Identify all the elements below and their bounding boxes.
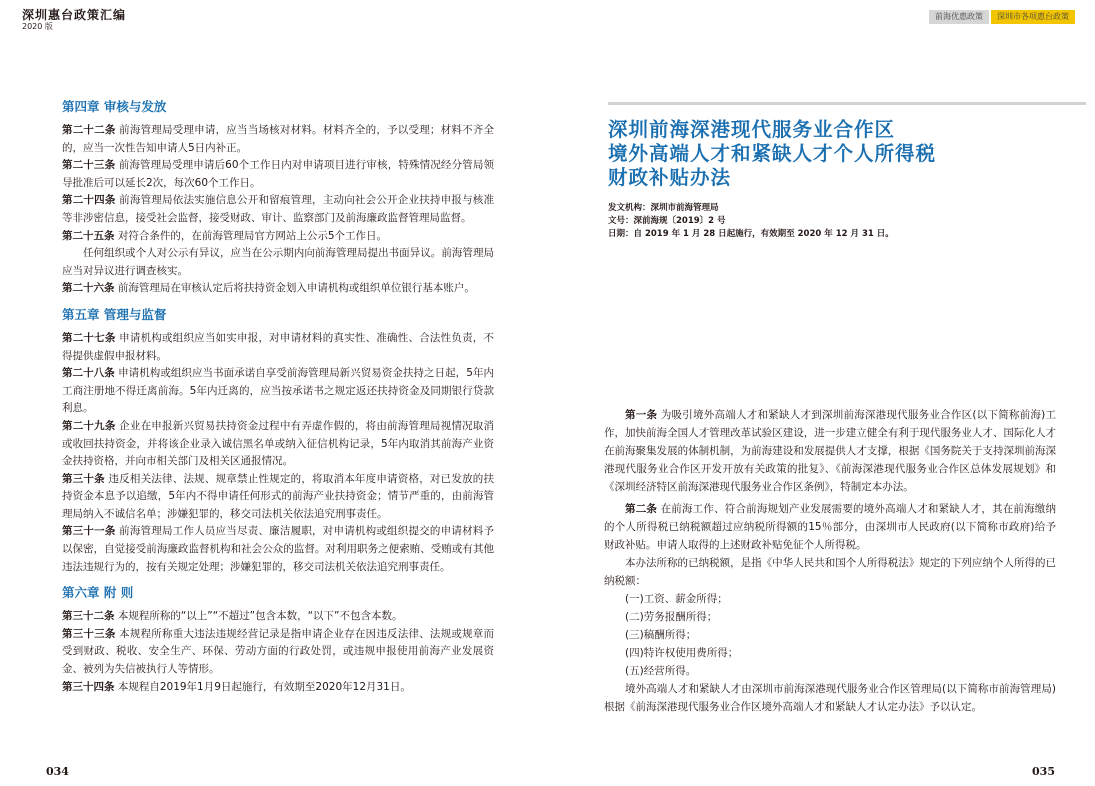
article-text: 前海管理局依法实施信息公开和留痕管理，主动向社会公开企业扶持申报与核准等非涉密信息，接受社会监督，接受财政、审计、监察部门及前海廉政监督管理局监督。 (62, 194, 495, 224)
article-text: 为吸引境外高端人才和紧缺人才到深圳前海深港现代服务业合作区(以下简称前海)工作，加快前海全国人才管理改革试验区建设，进一步建立健全有利于现代服务业人才、国际化人才在前海聚集发展的体制机制，为前海建设和发展提供人才支撑，根据《国务院关于支持深圳前海深港现代服务业合作区开发开放有关政策的批复》、《前海深港现代服务业合作区总体发展规划》和《深圳经济特区前海深港现代服务业合作区条例》，特制定本办法。 (604, 409, 1057, 493)
article-label: 第二十二条 (62, 124, 116, 136)
article-31 (62, 523, 494, 576)
article-text: 前海管理局在审核认定后将扶持资金划入申请机构或组织单位银行基本账户。 (114, 282, 475, 295)
header-tags (929, 10, 1075, 24)
article-25-para-2: 任何组织或个人对公示有异议，应当在公示期内向前海管理局提出书面异议。前海管理局应当对异议进行调查核实。 (62, 247, 494, 277)
title-line-2: 境外高端人才和紧缺人才个人所得税 (608, 142, 937, 165)
article-text: 对符合条件的，在前海管理局官方网站上公示5个工作日。 (114, 229, 388, 242)
article-label: 第一条 (625, 409, 658, 421)
income-item: (二)劳务报酬所得； (625, 611, 718, 623)
article-label: 第二十三条 (62, 159, 116, 172)
article-text: 前海管理局受理申请，应当当场核对材料。材料齐全的，予以受理；材料不齐全的，应当一次性告知申请人5日内补正。 (62, 124, 495, 154)
article-26 (62, 280, 494, 298)
book-title: 深圳惠台政策汇编 (22, 8, 127, 22)
tag-shenzhen-policies: 深圳市各项惠台政策 (991, 10, 1075, 24)
article-text: 在前海工作、符合前海规划产业发展需要的境外高端人才和紧缺人才，其在前海缴纳的个人所得税已纳税额超过应纳税所得额的15％部分，由深圳市人民政府(以下简称市政府)给予财政补贴。申请人取得的上述财政补贴免征个人所得税。 (604, 503, 1056, 551)
document-meta (608, 202, 894, 241)
chapter-5-heading: 第五章 管理与监督 (62, 306, 167, 322)
article-text: 违反相关法律、法规、规章禁止性规定的，将取消本年度申请资格，对已发放的扶持资金本息予以追缴，5年内不得申请任何形式的前海产业扶持资金；情节严重的，由前海管理局纳入不诚信名单；涉嫌犯罪的，移交司法机关依法追究刑事责任。 (62, 472, 495, 520)
article-text: 本规程自2019年1月9日起施行，有效期至2020年12月31日。 (114, 680, 411, 693)
chapter-6-heading: 第六章 附 则 (62, 585, 134, 601)
article-25 (62, 228, 494, 246)
title-line-3: 财政补贴办法 (608, 166, 732, 189)
article-label: 第三十条 (62, 472, 105, 485)
page-number-left: 034 (46, 765, 69, 778)
article-label: 第二十六条 (62, 282, 115, 295)
left-body-text (62, 98, 494, 696)
book-edition: 2020 版 (22, 22, 53, 31)
article-32 (62, 608, 494, 626)
tag-qianhai-policy: 前海优惠政策 (929, 10, 989, 24)
article-2 (604, 500, 1056, 554)
chapter-4-heading: 第四章 审核与发放 (62, 99, 167, 114)
article-22 (62, 122, 494, 157)
article-label: 第三十一条 (62, 525, 116, 538)
title-divider (608, 102, 1086, 105)
meta-issuer: 发文机构：深圳市前海管理局 (608, 203, 719, 213)
right-body-text (604, 406, 1056, 716)
document-title (608, 118, 936, 190)
article-label: 第二十九条 (62, 419, 116, 432)
article-label: 第二十四条 (62, 194, 116, 207)
article-text: 前海管理局工作人员应当尽责、廉洁履职，对申请机构或组织提交的申请材料予以保密，自觉接受前海廉政监督机构和社会公众的监督。对利用职务之便索贿、受贿或有其他违法违规行为的，按有关规定处理；涉嫌犯罪的，移交司法机关依法追究刑事责任。 (62, 525, 495, 573)
article-label: 第二十七条 (62, 331, 116, 344)
article-1 (604, 406, 1056, 496)
article-label: 第三十三条 (62, 627, 116, 640)
article-text: 前海管理局受理申请后60个工作日内对申请项目进行审核，特殊情况经分管局领导批准后可以延长2次，每次60个工作日。 (62, 159, 495, 189)
article-33 (62, 626, 494, 679)
income-item: (一)工资、薪金所得； (625, 593, 728, 605)
article-28 (62, 365, 494, 418)
article-34 (62, 679, 494, 697)
page-number-right: 035 (1032, 765, 1055, 778)
article-text: 申请机构或组织应当书面承诺自享受前海管理局新兴贸易资金扶持之日起，5年内工商注册地不得迁离前海。5年内迁离的，应当按承诺书之规定返还扶持资金及同期银行贷款利息。 (62, 367, 494, 415)
meta-doc-number: 文号：深前海规〔2019〕2 号 (608, 216, 726, 226)
income-item: (四)特许权使用费所得； (625, 647, 739, 659)
article-29 (62, 418, 494, 471)
article-2-para-2: 本办法所称的已纳税额，是指《中华人民共和国个人所得税法》规定的下列应纳个人所得的已纳税额： (604, 557, 1056, 587)
right-page (548, 0, 1095, 786)
running-head (22, 8, 126, 32)
article-text: 企业在申报新兴贸易扶持资金过程中有弄虚作假的，将由前海管理局视情况取消或收回扶持资金，并将该企业录入诚信黑名单或纳入征信机构记录，5年内取消其前海产业资金扶持资格，并向市相关部门及相关区通报情况。 (62, 419, 495, 468)
income-item: (五)经营所得。 (625, 665, 697, 677)
article-label: 第二十五条 (62, 229, 115, 242)
article-text: 本规程所称重大违法违规经营记录是指申请企业存在因违反法律、法规或规章而受到财政、税收、安全生产、环保、劳动方面的行政处罚，或违规申报使用前海产业发展资金、被列为失信被执行人等情形。 (62, 627, 495, 676)
article-label: 第二十八条 (62, 367, 115, 380)
meta-date: 日期：自 2019 年 1 月 28 日起施行，有效期至 2020 年 12 月 31 日。 (608, 229, 894, 239)
article-text: 申请机构或组织应当如实申报，对申请材料的真实性、准确性、合法性负责，不得提供虚假申报材料。 (62, 331, 495, 362)
article-23 (62, 157, 494, 192)
article-label: 第三十四条 (62, 680, 115, 693)
title-line-1: 深圳前海深港现代服务业合作区 (608, 118, 896, 141)
article-24 (62, 192, 494, 227)
article-text: 本规程所称的“以上”“不超过”包含本数，“以下”不包含本数。 (114, 610, 403, 623)
income-item: (三)稿酬所得； (625, 629, 697, 641)
article-2-para-3: 境外高端人才和紧缺人才由深圳市前海深港现代服务业合作区管理局(以下简称市前海管理局)根据《前海深港现代服务业合作区境外高端人才和紧缺人才认定办法》予以认定。 (604, 683, 1056, 713)
article-30 (62, 471, 494, 524)
article-label: 第三十二条 (62, 610, 115, 623)
article-27 (62, 330, 494, 365)
article-label: 第二条 (625, 503, 658, 515)
